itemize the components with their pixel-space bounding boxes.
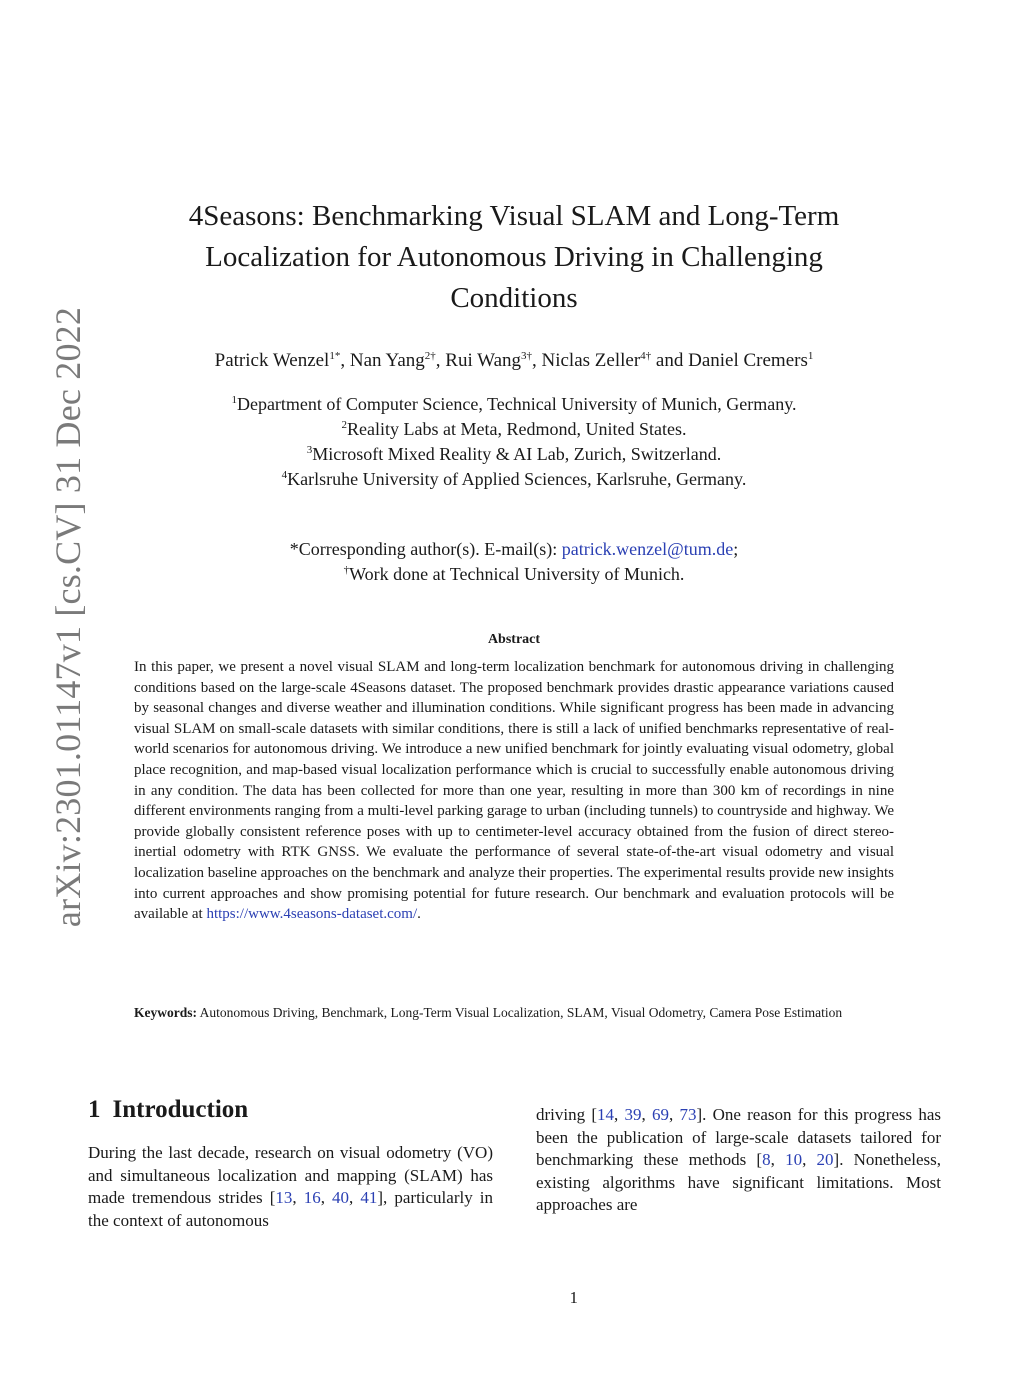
citation-link[interactable]: 16: [303, 1188, 321, 1207]
corresponding-author-line: [100, 537, 928, 562]
affiliation-mark: 3: [306, 444, 313, 456]
citation-link[interactable]: 13: [275, 1188, 293, 1207]
author-separator: ,: [532, 350, 542, 371]
body-text: driving [: [536, 1105, 597, 1124]
body-text: During the last decade, research on visual odometry (VO) and simultaneous localization and mapping (SLAM) has made tremendous strides [: [88, 1143, 493, 1207]
author-name: Daniel Cremers: [688, 350, 808, 371]
affiliation-mark: 4: [281, 469, 288, 481]
author-name: Niclas Zeller: [541, 350, 641, 371]
email-link[interactable]: patrick.wenzel@tum.de: [561, 539, 734, 559]
arxiv-stamp: arXiv:2301.01147v1 [cs.CV] 31 Dec 2022: [48, 306, 88, 928]
body-text: ], particularly in the context of autonomous: [88, 1188, 494, 1230]
author-list: [100, 350, 928, 372]
abstract-body: [134, 657, 894, 925]
abstract-heading: Abstract: [487, 632, 541, 647]
keywords: [134, 1004, 894, 1022]
citation-link[interactable]: 14: [597, 1105, 614, 1124]
affiliation-text: Department of Computer Science, Technical University of Munich, Germany.: [236, 394, 797, 414]
punctuation: ;: [733, 539, 739, 559]
paper-title: 4Seasons: Benchmarking Visual SLAM and Long-Term Localization for Autonomous Driving in Challenging Conditions: [188, 200, 840, 314]
citation-link[interactable]: 41: [360, 1188, 378, 1207]
abstract-text: In this paper, we present a novel visual SLAM and long-term localization benchmark for autonomous driving in challenging conditions based on the large-scale 4Seasons dataset. The proposed benchmark provides drastic appearance variations caused by seasonal changes and diverse weather and illumination conditions. While significant progress has been made in advancing visual SLAM on small-scale datasets with similar conditions, there is still a lack of unified benchmarks representative of real-world scenarios for autonomous driving. We introduce a new unified benchmark for jointly evaluating visual odometry, global place recognition, and map-based visual localization performance which is crucial to successfully enable autonomous driving in any condition. The data has been collected for more than one year, resulting in more than 300 km of recordings in nine different environments ranging from a multi-level parking garage to urban (including tunnels) to countryside and highway. We provide globally consistent reference poses with up to centimeter-level accuracy obtained from the fusion of direct stereo-inertial odometry with RTK GNSS. We evaluate the performance of several state-of-the-art visual odometry and visual localization baseline approaches on the benchmark and analyze their properties. The experimental results provide new insights into current approaches and show promising potential for future research. Our benchmark and evaluation protocols will be available at: [134, 659, 894, 923]
author-name: Patrick Wenzel: [214, 350, 330, 371]
author-separator: ,: [435, 350, 446, 371]
section-title: Introduction: [112, 1096, 249, 1123]
affiliation-text: Microsoft Mixed Reality & AI Lab, Zurich, Switzerland.: [312, 444, 722, 464]
intro-left-column: During the last decade, research on visual odometry (VO) and simultaneous localization and mapping (SLAM) has made tremendous strides [13, 16, 40, 41], particularly in the context of autonomous: [88, 1143, 494, 1230]
author-name: Rui Wang: [445, 350, 521, 371]
body-text: ]. Nonetheless, existing algorithms have significant limitations. Most approaches are: [536, 1150, 941, 1214]
author-mark: 2†: [424, 350, 436, 362]
dataset-link[interactable]: https://www.4seasons-dataset.com/: [206, 906, 418, 923]
dagger-mark: †: [343, 564, 350, 576]
author-separator: ,: [340, 350, 350, 371]
affiliation-text: Karlsruhe University of Applied Sciences, Karlsruhe, Germany.: [287, 469, 747, 489]
page-number: 1: [569, 1288, 578, 1307]
intro-right-column: driving [14, 39, 69, 73]. One reason for this progress has been the publication of large-scale datasets tailored for benchmarking these methods [8, 10, 20]. Nonetheless, existing algorithms have significant limitations. Most approaches are: [536, 1105, 942, 1214]
citation-link[interactable]: 73: [679, 1105, 697, 1124]
citation-link[interactable]: 20: [816, 1150, 834, 1169]
work-note-text: Work done at Technical University of Munich.: [349, 564, 685, 584]
section-number: 1: [88, 1096, 101, 1123]
affiliation: [100, 392, 928, 417]
body-text: ]. One reason for this progress has been the publication of large-scale datasets tailored for benchmarking these methods [: [536, 1105, 942, 1169]
citation-link[interactable]: 39: [624, 1105, 642, 1124]
author-mark: 1*: [329, 350, 341, 362]
author-mark: 1: [807, 350, 814, 362]
section-heading: [88, 1096, 248, 1124]
keywords-text: Autonomous Driving, Benchmark, Long-Term Visual Localization, SLAM, Visual Odometry, Camera Pose Estimation: [197, 1005, 843, 1020]
affiliation-text: Reality Labs at Meta, Redmond, United States.: [347, 419, 687, 439]
affiliation: [100, 417, 928, 442]
work-note: [100, 562, 928, 587]
affiliation-mark: 1: [231, 394, 237, 406]
affiliation: [100, 467, 928, 492]
author-separator: and: [651, 350, 689, 371]
correspondence: [100, 537, 928, 587]
author-name: Nan Yang: [349, 350, 425, 371]
corresponding-label: *Corresponding author(s). E-mail(s):: [289, 539, 562, 559]
affiliation-list: [100, 392, 928, 492]
author-mark: 3†: [521, 350, 532, 362]
affiliation-mark: 2: [341, 419, 348, 431]
keywords-label: Keywords:: [134, 1005, 197, 1020]
citation-link[interactable]: 10: [785, 1150, 803, 1169]
affiliation: [100, 442, 928, 467]
author-mark: 4†: [640, 350, 652, 362]
citation-link[interactable]: 69: [651, 1105, 669, 1124]
citation-link[interactable]: 40: [332, 1188, 350, 1207]
citation-link[interactable]: 8: [762, 1150, 771, 1169]
punctuation: .: [417, 906, 421, 923]
